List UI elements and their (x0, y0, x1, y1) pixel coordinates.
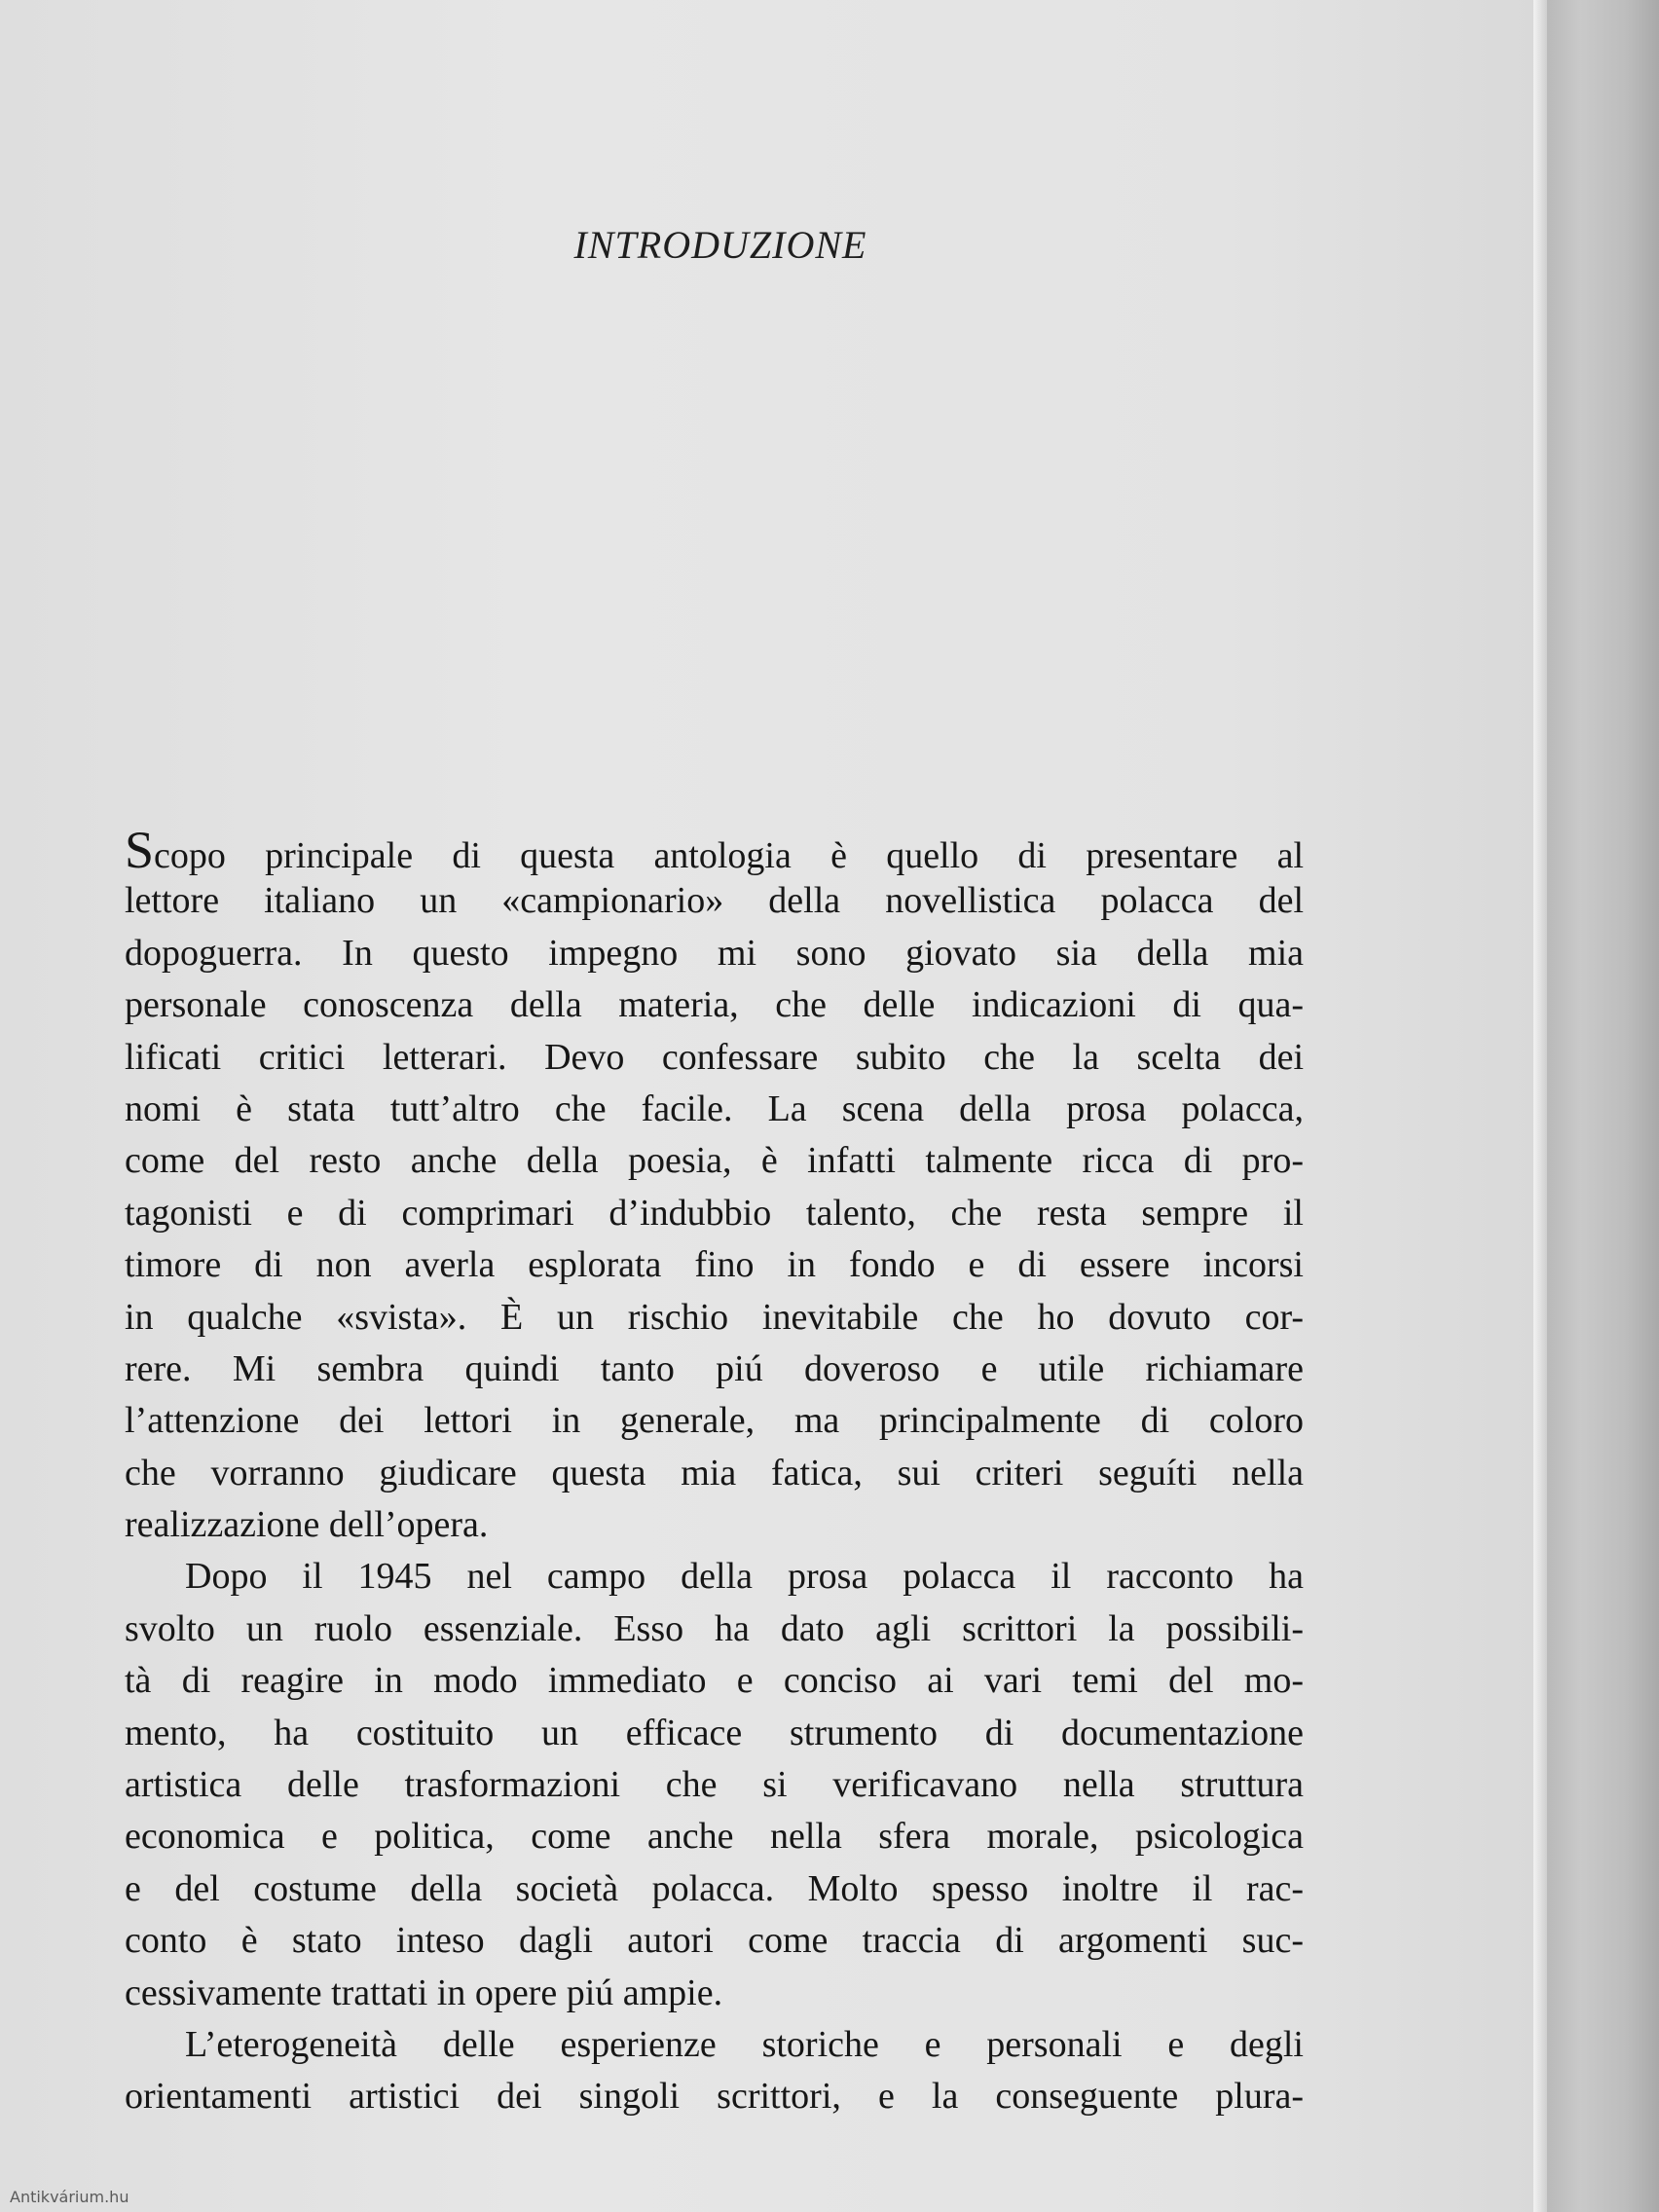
book-cover-edge (1547, 0, 1659, 2212)
body-text (125, 821, 1304, 2123)
watermark-label: Antikvárium.hu (10, 2188, 129, 2206)
text-line: svolto un ruolo essenziale. Esso ha dato agli scrittori la possibili- (125, 1607, 1304, 1649)
text-line: e del costume della società polacca. Molto spesso inoltre il rac- (125, 1867, 1304, 1909)
text-line: cessivamente trattati in opere piú ampie. (125, 1972, 723, 2013)
text-line: L’eterogeneità delle esperienze storiche e personali e degli (185, 2023, 1304, 2065)
text-line: che vorranno giudicare questa mia fatica, sui criteri seguíti nella (125, 1452, 1304, 1493)
text-line: realizzazione dell’opera. (125, 1504, 489, 1546)
text-line: tà di reagire in modo immediato e conciso ai vari temi del mo- (125, 1660, 1304, 1702)
text-line: lettore italiano un «campionario» della novellistica polacca del (125, 880, 1304, 922)
text-line: conto è stato inteso dagli autori come traccia di argomenti suc- (125, 1920, 1304, 1962)
chapter-heading: INTRODUZIONE (573, 223, 867, 267)
text-line: nomi è stata tutt’altro che facile. La scena della prosa polacca, (125, 1088, 1304, 1129)
text-line: Dopo il 1945 nel campo della prosa polacca il racconto ha (185, 1556, 1304, 1598)
text-line: timore di non averla esplorata fino in fondo e di essere incorsi (125, 1244, 1304, 1286)
text-line: l’attenzione dei lettori in generale, ma principalmente di coloro (125, 1400, 1304, 1442)
text-line: personale conoscenza della materia, che delle indicazioni di qua- (125, 984, 1304, 1026)
text-line: come del resto anche della poesia, è infatti talmente ricca di pro- (125, 1140, 1304, 1182)
text-line: dopoguerra. In questo impegno mi sono giovato sia della mia (125, 932, 1304, 974)
text-line: artistica delle trasformazioni che si verificavano nella struttura (125, 1764, 1304, 1806)
text-line: mento, ha costituito un efficace strumento di documentazione (125, 1712, 1304, 1753)
drop-cap: S (125, 821, 155, 879)
text-line: Scopo principale di questa antologia è quello di presentare al (125, 821, 1304, 879)
text-line: lificati critici letterari. Devo confessare subito che la scelta dei (125, 1036, 1304, 1078)
text-line: economica e politica, come anche nella sfera morale, psicologica (125, 1816, 1304, 1858)
text-line: tagonisti e di comprimari d’indubbio talento, che resta sempre il (125, 1192, 1304, 1234)
text-line: in qualche «svista». È un rischio inevitabile che ho dovuto cor- (125, 1296, 1304, 1338)
text-line: rere. Mi sembra quindi tanto piú doveroso e utile richiamare (125, 1347, 1304, 1389)
page-edge (1533, 0, 1547, 2212)
text-line: orientamenti artistici dei singoli scrittori, e la conseguente plura- (125, 2076, 1304, 2118)
